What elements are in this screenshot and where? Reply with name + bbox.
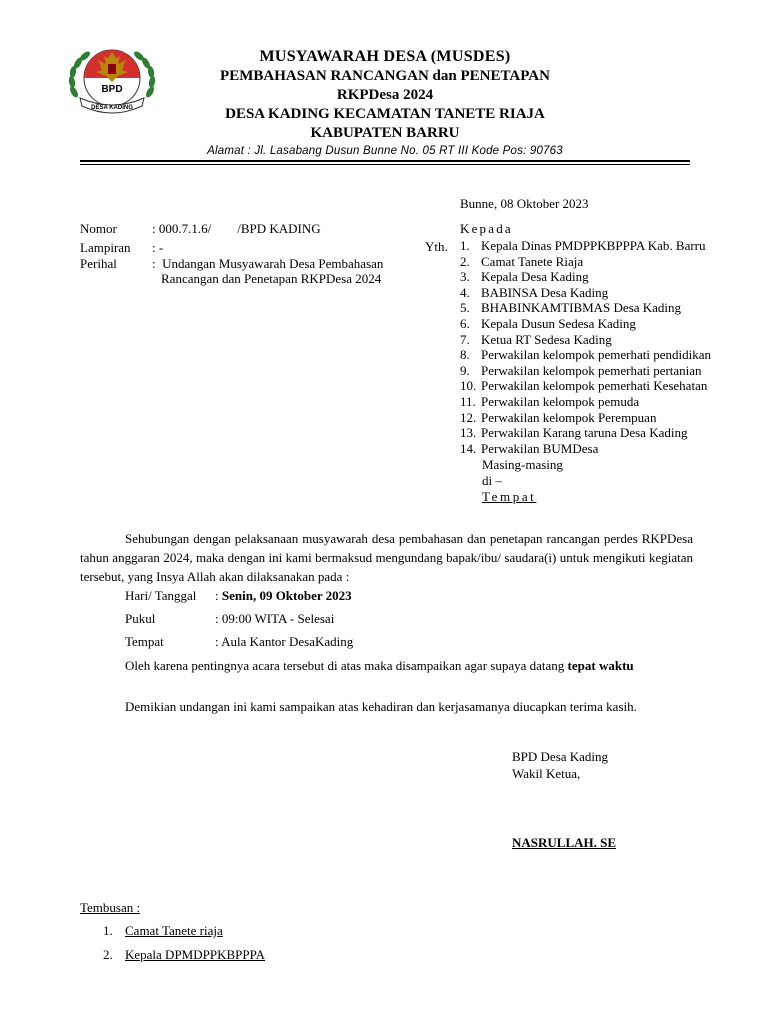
recipient-text: Perwakilan kelompok pemuda [481, 393, 640, 409]
kepada-label: Kepada [460, 221, 513, 236]
recipient-number: 7. [460, 331, 470, 347]
body-paragraph-3-text: Demikian undangan ini kami sampaikan atas kehadiran dan kerjasamanya diucapkan terima kasih. [125, 699, 637, 714]
logo-text-desa: DESA KADING [91, 105, 133, 111]
recipient-number: 12. [460, 409, 477, 425]
recipient-item [460, 238, 711, 254]
recipient-text: Perwakilan kelompok pemerhati Kesehatan [481, 378, 708, 394]
pukul-label: Pukul [125, 611, 156, 626]
tembusan-num-2: 2. [103, 947, 113, 962]
tembusan-item-2: Kepala DPMDPPKBPPPA [125, 947, 266, 962]
body-paragraph-2-bold: tepat waktu [567, 658, 634, 673]
recipient-list [460, 238, 711, 456]
signature-name: NASRULLAH. SE [512, 835, 617, 850]
perihal-label: Perihal [80, 256, 117, 271]
body-paragraph-3 [80, 697, 693, 716]
tempat-row-value: : Aula Kantor DesaKading [215, 634, 354, 649]
hari-label: Hari/ Tanggal [125, 588, 197, 603]
recipient-number: 2. [460, 253, 470, 269]
tempat-label: Tempat [482, 489, 537, 504]
tembusan-item-1: Camat Tanete riaja [125, 923, 223, 938]
recipient-item [460, 378, 711, 394]
yth-label: Yth. [425, 239, 448, 254]
hari-row [215, 588, 352, 603]
recipient-number: 13. [460, 425, 477, 441]
recipient-item [460, 285, 711, 301]
tembusan-num-1: 1. [103, 923, 113, 938]
body-paragraph-1 [80, 529, 693, 586]
recipient-item [460, 410, 711, 426]
recipient-item [460, 254, 711, 270]
pukul-value: : 09:00 WITA - Selesai [215, 611, 335, 626]
header-title-rkpdesa: RKPDesa 2024 [336, 87, 434, 103]
recipient-text: Camat Tanete Riaja [481, 253, 584, 269]
tembusan-title: Tembusan : [80, 900, 141, 915]
recipient-number: 3. [460, 269, 470, 285]
di-label: di – [482, 473, 502, 488]
recipient-item [460, 425, 711, 441]
recipient-item [460, 332, 711, 348]
nomor-label: Nomor [80, 221, 117, 236]
recipient-number: 8. [460, 347, 470, 363]
recipient-text: Perwakilan Karang taruna Desa Kading [481, 425, 688, 441]
recipient-number: 6. [460, 315, 470, 331]
recipient-number: 4. [460, 284, 470, 300]
hari-value: Senin, 09 Oktober 2023 [221, 588, 352, 603]
recipient-text: Kepala Dusun Sedesa Kading [481, 315, 636, 331]
header-address: Alamat : Jl. Lasabang Dusun Bunne No. 05 RT III Kode Pos: 90763 [207, 145, 563, 157]
perihal-value-line1: : Undangan Musyawarah Desa Pembahasan [152, 256, 384, 271]
perihal-value-line2: Rancangan dan Penetapan RKPDesa 2024 [161, 271, 382, 286]
recipient-item [460, 347, 711, 363]
signature-role: Wakil Ketua, [512, 766, 581, 781]
recipient-number: 14. [460, 440, 477, 456]
recipient-number: 10. [460, 378, 477, 394]
recipient-text: Perwakilan kelompok pemerhati pendidikan [481, 347, 711, 363]
header-divider-thin [80, 164, 690, 165]
lampiran-value: : - [152, 240, 164, 255]
header-title-desa: DESA KADING KECAMATAN TANETE RIAJA [225, 106, 545, 122]
recipient-item [460, 441, 711, 457]
bpd-logo-emblem [66, 42, 158, 118]
recipient-number: 5. [460, 300, 470, 316]
recipient-text: Kepala Desa Kading [481, 269, 589, 285]
header-title-kabupaten: KABUPATEN BARRU [310, 125, 460, 141]
recipient-text: Kepala Dinas PMDPPKBPPPA Kab. Barru [481, 238, 706, 253]
recipient-text: Perwakilan kelompok pemerhati pertanian [481, 362, 702, 378]
tempat-row-label: Tempat [125, 634, 164, 649]
recipient-item [460, 300, 711, 316]
recipient-item [460, 363, 711, 379]
logo-text-bpd: BPD [101, 84, 123, 95]
recipient-number: 9. [460, 362, 470, 378]
recipient-item [460, 269, 711, 285]
recipient-text: BHABINKAMTIBMAS Desa Kading [481, 300, 682, 316]
recipient-text: Perwakilan kelompok Perempuan [481, 409, 657, 425]
body-paragraph-2-text: Oleh karena pentingnya acara tersebut di atas maka disampaikan agar supaya datang [125, 658, 565, 673]
body-paragraph-1-text: Sehubungan dengan pelaksanaan musyawarah desa pembahasan dan penetapan rancangan perdes RKPDesa tahun anggaran 2024, maka dengan ini kami bermaksud mengundang bapak/ibu/ saudara(i) untuk mengikuti kegiatan tersebut, yang Insya Allah akan dilaksanakan pada : [80, 531, 693, 584]
header-title-musdes: MUSYAWARAH DESA (MUSDES) [259, 48, 511, 65]
hari-colon: : [215, 588, 222, 603]
recipient-number: 11. [460, 393, 476, 409]
lampiran-label: Lampiran [80, 240, 131, 255]
header-divider-thick [80, 160, 690, 162]
nomor-value: : 000.7.1.6/ /BPD KADING [152, 221, 321, 236]
recipient-text: Perwakilan BUMDesa [481, 440, 599, 456]
recipient-item [460, 316, 711, 332]
masing-masing: Masing-masing [482, 457, 563, 472]
recipient-text: Ketua RT Sedesa Kading [481, 331, 612, 347]
signature-org: BPD Desa Kading [512, 749, 609, 764]
body-paragraph-2 [80, 656, 693, 675]
letter-date: Bunne, 08 Oktober 2023 [460, 196, 589, 211]
header-title-pembahasan: PEMBAHASAN RANCANGAN dan PENETAPAN [220, 68, 550, 84]
recipient-number: 1. [460, 238, 470, 253]
recipient-item [460, 394, 711, 410]
recipient-text: BABINSA Desa Kading [481, 284, 609, 300]
